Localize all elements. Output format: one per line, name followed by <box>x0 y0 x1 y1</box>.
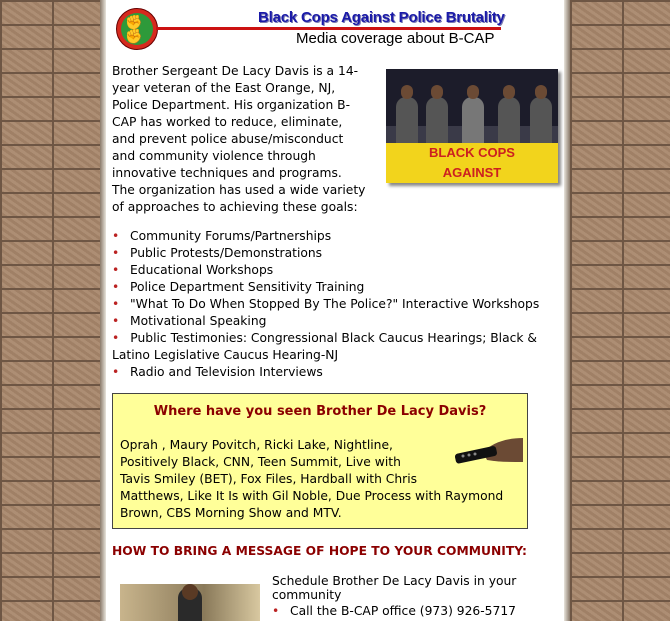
brick-wall-left <box>0 0 100 621</box>
list-item-text: Public Testimonies: Congressional Black Caucus Hearings; Black & Latino Legislative Caucus Hearing-NJ <box>112 331 538 362</box>
page-title: Black Cops Against Police Brutality <box>258 9 505 26</box>
list-item: • Radio and Television Interviews <box>112 364 562 381</box>
media-appearances-text <box>120 437 520 522</box>
speaker-photo <box>120 584 260 621</box>
list-item: • Community Forums/Partnerships <box>112 228 562 245</box>
list-item: • Motivational Speaking <box>112 313 562 330</box>
page-subtitle: Media coverage about B-CAP <box>296 30 495 47</box>
list-item: • Educational Workshops <box>112 262 562 279</box>
brick-wall-right <box>570 0 670 621</box>
media-appearances-list: Oprah , Maury Povitch, Ricki Lake, Nightline, Positively Black, CNN, Teen Summit, Live with Tavis Smiley (BET), Fox Files, Hardball with Chris Matthews, Like It Is with Gil Noble, Due Process with Raymond Brown, CBS Morning Show and MTV. <box>120 438 504 520</box>
banner-text-1: BLACK COPS <box>429 145 515 160</box>
hope-heading: HOW TO BRING A MESSAGE OF HOPE TO YOUR COMMUNITY: <box>112 544 527 558</box>
list-item <box>112 330 562 364</box>
goals-list <box>112 228 562 381</box>
media-appearances-box <box>112 393 528 529</box>
banner-text-2: AGAINST <box>442 165 502 180</box>
intro-paragraph: Brother Sergeant De Lacy Davis is a 14-year veteran of the East Orange, NJ, Police Department. His organization B-CAP has worked to reduce, eliminate, and prevent police abuse/misconduct and community violence through innovative techniques and programs. The organization has used a wide variety of approaches to achieving these goals: <box>112 64 366 214</box>
media-box-title: Where have you seen Brother De Lacy Davis? <box>153 404 487 419</box>
list-item: • Public Protests/Demonstrations <box>112 245 562 262</box>
page-edge-right <box>564 0 570 621</box>
call-office-item: • Call the B-CAP office (973) 926-5717 <box>272 604 516 618</box>
bcap-logo-icon: ✊✊ <box>116 8 158 50</box>
list-item: • Police Department Sensitivity Training <box>112 279 562 296</box>
page-content <box>106 0 564 621</box>
list-item: • "What To Do When Stopped By The Police?" Interactive Workshops <box>112 296 562 313</box>
press-conference-photo <box>386 69 558 183</box>
schedule-text: Schedule Brother De Lacy Davis in your community <box>272 574 517 602</box>
